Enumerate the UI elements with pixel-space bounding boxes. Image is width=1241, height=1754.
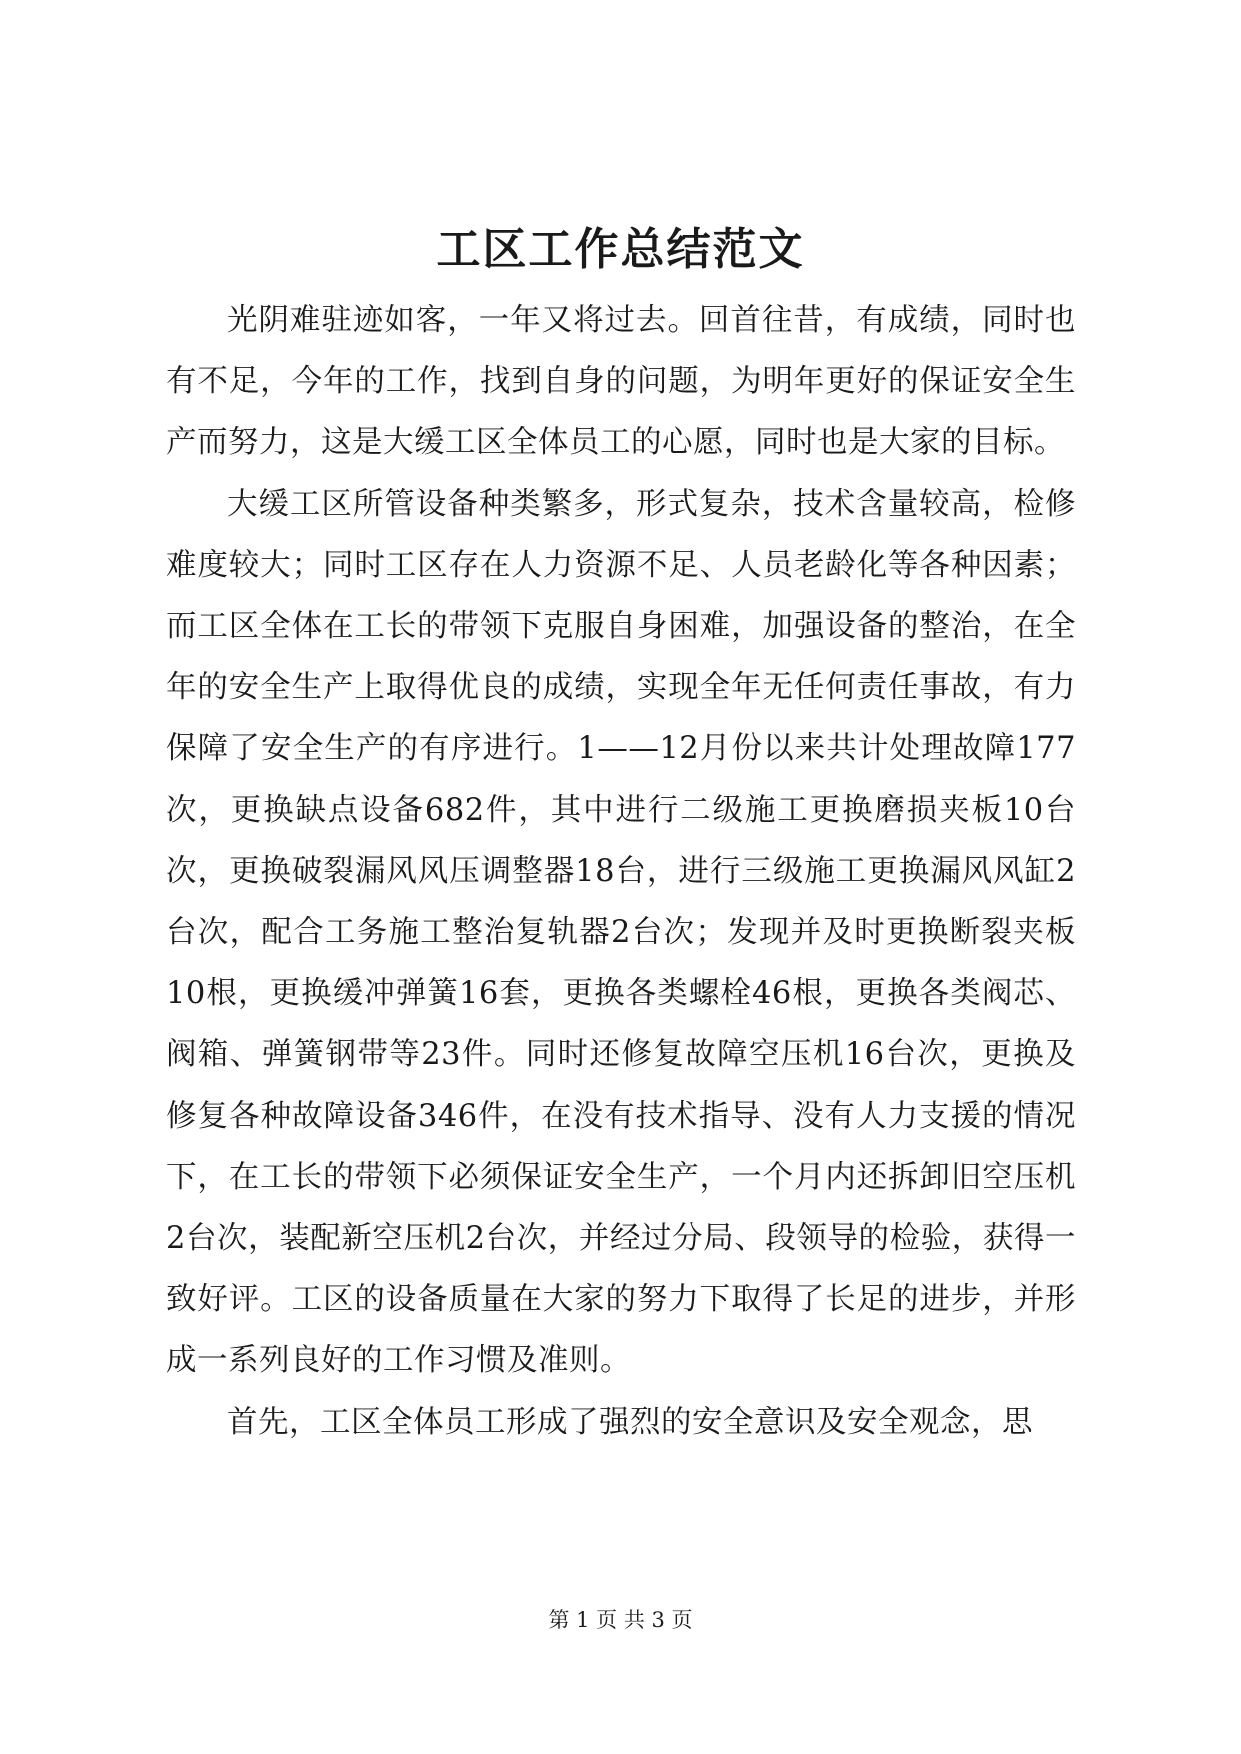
page-number-footer: 第 1 页 共 3 页 [548, 1608, 693, 1632]
paragraph-achievements: 大缓工区所管设备种类繁多，形式复杂，技术含量较高，检修难度较大；同时工区存在人力资源不足、人员老龄化等各种因素；而工区全体在工长的带领下克服自身困难，加强设备的整治，在全年的安全生产上取得优良的成绩，实现全年无任何责任事故，有力保障了安全生产的有序进行。1——12月份以来共计处理故障177次，更换缺点设备682件，其中进行二级施工更换磨损夹板10台次，更换破裂漏风风压调整器18台，进行三级施工更换漏风风缸2台次，配合工务施工整治复轨器2台次；发现并及时更换断裂夹板10根，更换缓冲弹簧16套，更换各类螺栓46根，更换各类阀芯、阀箱、弹簧钢带等23件。同时还修复故障空压机16台次，更换及修复各种故障设备346件，在没有技术指导、没有人力支援的情况下，在工长的带领下必须保证安全生产，一个月内还拆卸旧空压机2台次，装配新空压机2台次，并经过分局、段领导的检验，获得一致好评。工区的设备质量在大家的努力下取得了长足的进步，并形成一系列良好的工作习惯及准则。 [166, 486, 1076, 1379]
paragraph-intro: 光阴难驻迹如客，一年又将过去。回首往昔，有成绩，同时也有不足，今年的工作，找到自身的问题，为明年更好的保证安全生产而努力，这是大缓工区全体员工的心愿，同时也是大家的目标。 [166, 303, 1076, 461]
document-title: 工区工作总结范文 [436, 224, 805, 275]
paragraph-first-point: 首先，工区全体员工形成了强烈的安全意识及安全观念，思 [227, 1404, 1033, 1440]
document-body [166, 290, 1076, 1453]
